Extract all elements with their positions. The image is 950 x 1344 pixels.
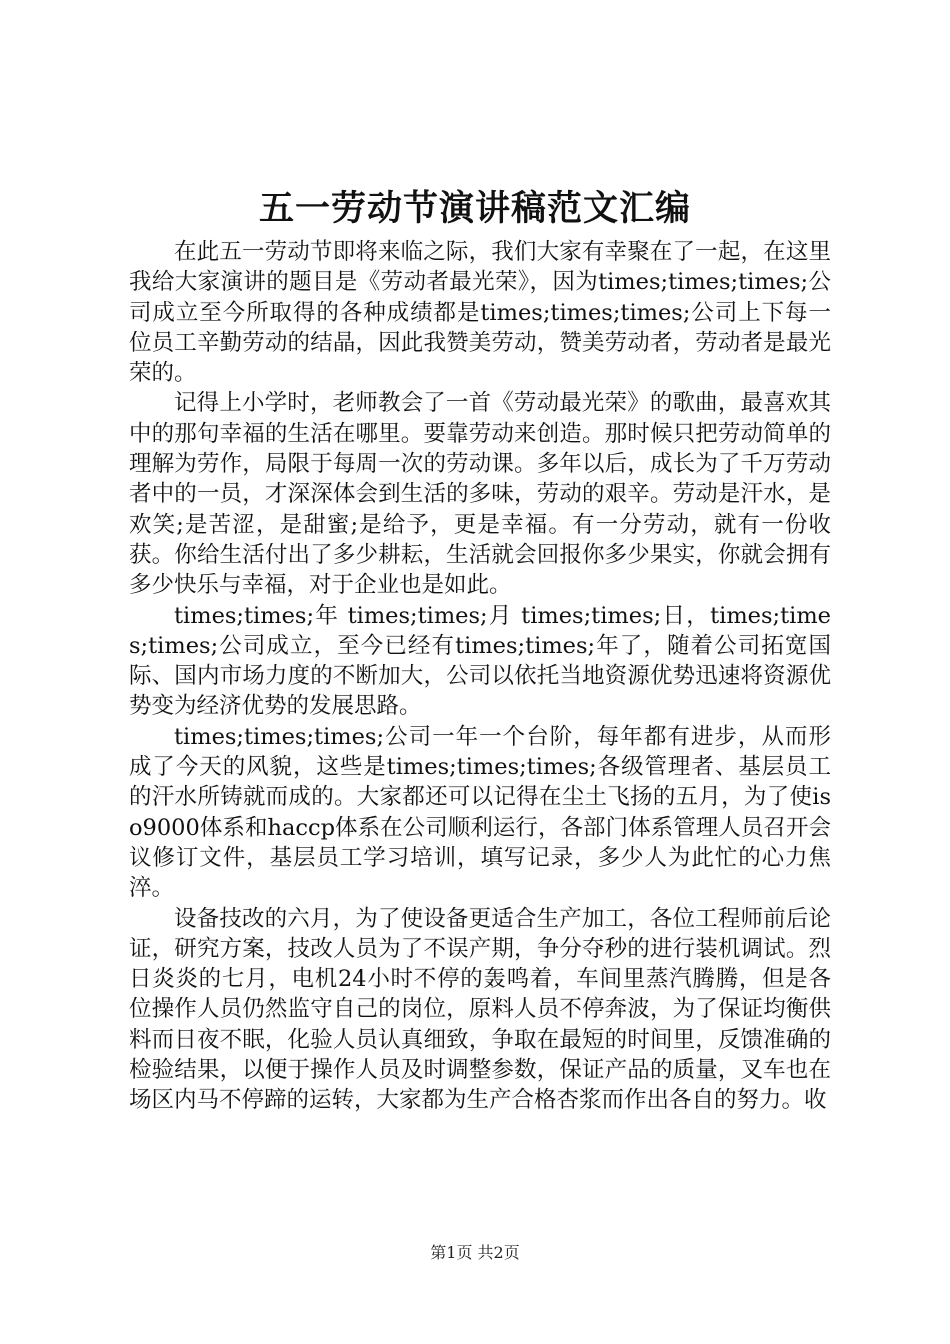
document-body [129,237,831,1116]
paragraph-2: 记得上小学时，老师教会了一首《劳动最光荣》的歌曲，最喜欢其中的那句幸福的生活在哪里。要靠劳动来创造。那时候只把劳动简单的理解为劳作，局限于每周一次的劳动课。多年以后，成长为了千万劳动者中的一员，才深深体会到生活的多味，劳动的艰辛。劳动是汗水，是欢笑;是苦涩，是甜蜜;是给予，更是幸福。有一分劳动，就有一份收获。你给生活付出了多少耕耘，生活就会回报你多少果实，你就会拥有多少快乐与幸福，对于企业也是如此。 [129,390,831,599]
page-footer: 第1页 共2页 [430,1243,520,1262]
paragraph-3: times;times;年 times;times;月 times;times;日，times;times;times;公司成立，至今已经有times;times;年了，随着公司拓宽国际、国内市场力度的不断加大，公司以依托当地资源优势迅速将资源优势变为经济优势的发展思路。 [129,602,831,720]
document-title: 五一劳动节演讲稿范文汇编 [258,188,691,229]
paragraph-4: times;times;times;公司一年一个台阶，每年都有进步，从而形成了今天的风貌，这些是times;times;times;各级管理者、基层员工的汗水所铸就而成的。大家都还可以记得在尘土飞扬的五月，为了使iso9000体系和haccp体系在公司顺利运行，各部门体系管理人员召开会议修订文件，基层员工学习培训，填写记录，多少人为此忙的心力焦淬。 [129,723,831,902]
paragraph-5: 设备技改的六月，为了使设备更适合生产加工，各位工程师前后论证，研究方案，技改人员为了不误产期，争分夺秒的进行装机调试。烈日炎炎的七月，电机24小时不停的轰鸣着，车间里蒸汽腾腾，但是各位操作人员仍然监守自己的岗位，原料人员不停奔波，为了保证均衡供料而日夜不眠，化验人员认真细致，争取在最短的时间里，反馈准确的检验结果，以便于操作人员及时调整参数，保证产品的质量，叉车也在场区内马不停蹄的运转，大家都为生产合格杏浆而作出各自的努力。收 [129,905,831,1114]
paragraph-1: 在此五一劳动节即将来临之际，我们大家有幸聚在了一起，在这里我给大家演讲的题目是《劳动者最光荣》，因为times;times;times;公司成立至今所取得的各种成绩都是times;times;times;公司上下每一位员工辛勤劳动的结晶，因此我赞美劳动，赞美劳动者，劳动者是最光荣的。 [129,239,831,387]
